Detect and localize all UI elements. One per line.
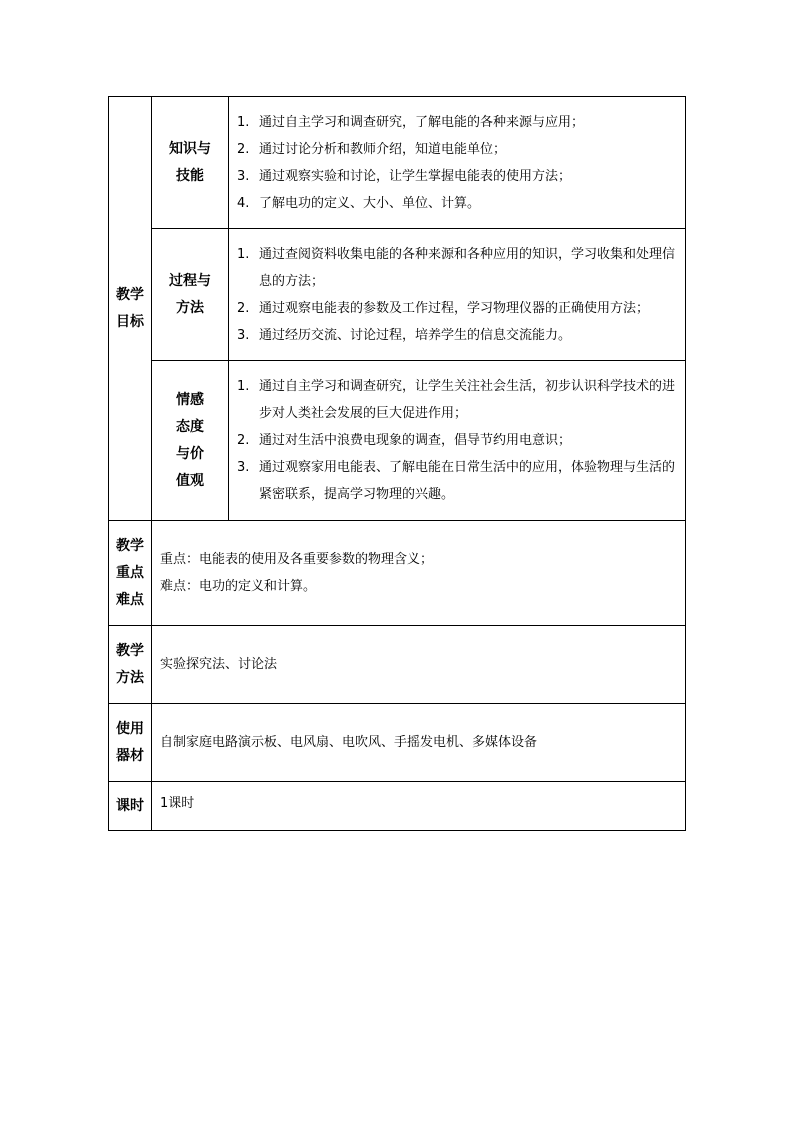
list-item: 3. 通过观察实验和讨论，让学生掌握电能表的使用方法； [237,168,572,184]
list-item: 2. 通过讨论分析和教师介绍，知道电能单位； [237,141,507,157]
difficult-point-line: 难点：电功的定义和计算。 [160,579,317,594]
equipment-row [109,704,686,782]
hours-row [109,782,686,831]
objectives-knowledge-row [109,97,686,229]
objectives-process-row [109,229,686,361]
hours-header: 课时 [109,782,152,831]
process-list [229,229,686,361]
equipment-header: 使用 器材 [109,704,152,782]
key-points-row [109,521,686,626]
key-point-line: 重点：电能表的使用及各重要参数的物理含义； [160,552,434,567]
equipment-content: 自制家庭电路演示板、电风扇、电吹风、手摇发电机、多媒体设备 [152,704,686,782]
method-content: 实验探究法、讨论法 [152,626,686,704]
list-item: 1. 通过自主学习和调查研究，让学生关注社会生活，初步认识科学技术的进步对人类社会发展的巨大促进作用； [237,379,676,421]
list-item: 1. 通过查阅资料收集电能的各种来源和各种应用的知识，学习收集和处理信息的方法； [237,246,676,289]
key-points-header: 教学 重点 难点 [109,521,152,626]
list-item: 4. 了解电功的定义、大小、单位、计算。 [237,195,481,211]
list-item: 3. 通过观察家用电能表、了解电能在日常生活中的应用，体验物理与生活的紧密联系，提高学习物理的兴趣。 [237,460,676,502]
objectives-header: 教学 目标 [109,97,152,521]
method-header: 教学 方法 [109,626,152,704]
lesson-plan-table [108,96,686,831]
list-item: 1. 通过自主学习和调查研究，了解电能的各种来源与应用； [237,114,585,130]
method-row [109,626,686,704]
process-label: 过程与 方法 [152,229,229,361]
list-item: 2. 通过观察电能表的参数及工作过程，学习物理仪器的正确使用方法； [237,300,650,316]
knowledge-label: 知识与 技能 [152,97,229,229]
key-points-content [152,521,686,626]
emotion-list [229,361,686,521]
knowledge-list [229,97,686,229]
objectives-emotion-row [109,361,686,521]
hours-content: 1课时 [152,782,686,831]
list-item: 2. 通过对生活中浪费电现象的调查，倡导节约用电意识； [237,433,572,448]
emotion-label: 情感 态度 与价 值观 [152,361,229,521]
list-item: 3. 通过经历交流、讨论过程，培养学生的信息交流能力。 [237,327,572,343]
